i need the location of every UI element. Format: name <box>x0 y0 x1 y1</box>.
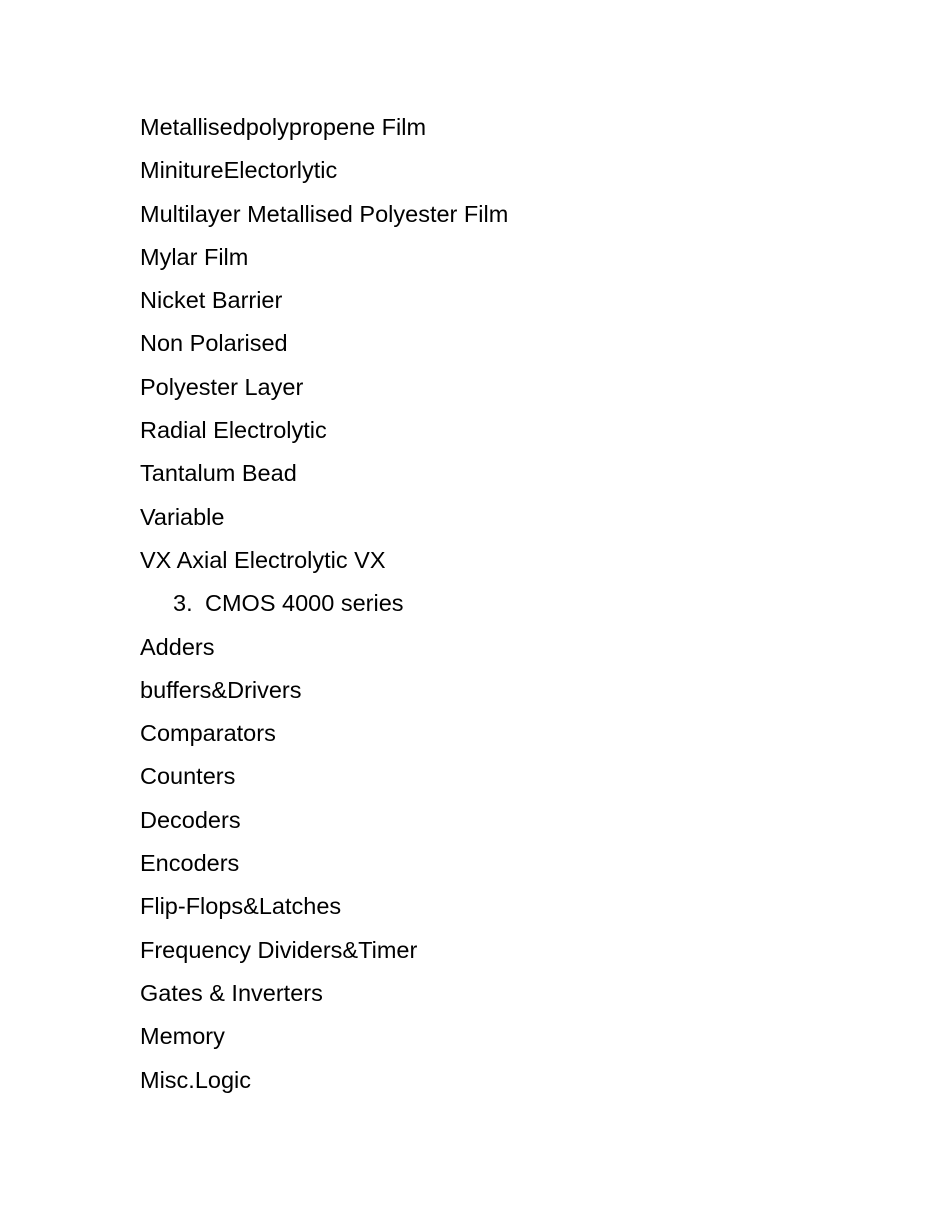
section-title: CMOS 4000 series <box>205 590 404 617</box>
list-item: Non Polarised <box>140 330 288 357</box>
list-item: Variable <box>140 503 225 530</box>
list-item: MinitureElectorlytic <box>140 157 338 184</box>
list-item: Gates & Inverters <box>140 979 323 1006</box>
list-item: buffers&Drivers <box>140 676 302 703</box>
list-item: Multilayer Metallised Polyester Film <box>140 200 509 227</box>
section-number: 3. <box>173 590 193 617</box>
list-item: Counters <box>140 763 236 790</box>
list-item: Radial Electrolytic <box>140 417 327 444</box>
list-item: Tantalum Bead <box>140 460 297 487</box>
list-item: Metallisedpolypropene Film <box>140 114 427 140</box>
list-item: Polyester Layer <box>140 373 304 400</box>
list-item: VX Axial Electrolytic VX <box>140 546 386 573</box>
list-item: Decoders <box>140 806 241 833</box>
list-item: Misc.Logic <box>140 1066 252 1093</box>
list-item: Comparators <box>140 720 276 747</box>
list-item: Frequency Dividers&Timer <box>140 936 418 963</box>
list-item: Encoders <box>140 850 240 877</box>
list-item: Nicket Barrier <box>140 287 283 314</box>
list-item: Adders <box>140 633 215 660</box>
list-item: Mylar Film <box>140 243 249 270</box>
document-content <box>140 106 840 1102</box>
list-item: Flip-Flops&Latches <box>140 893 342 920</box>
list-item: Memory <box>140 1023 225 1050</box>
section-heading <box>140 582 840 625</box>
